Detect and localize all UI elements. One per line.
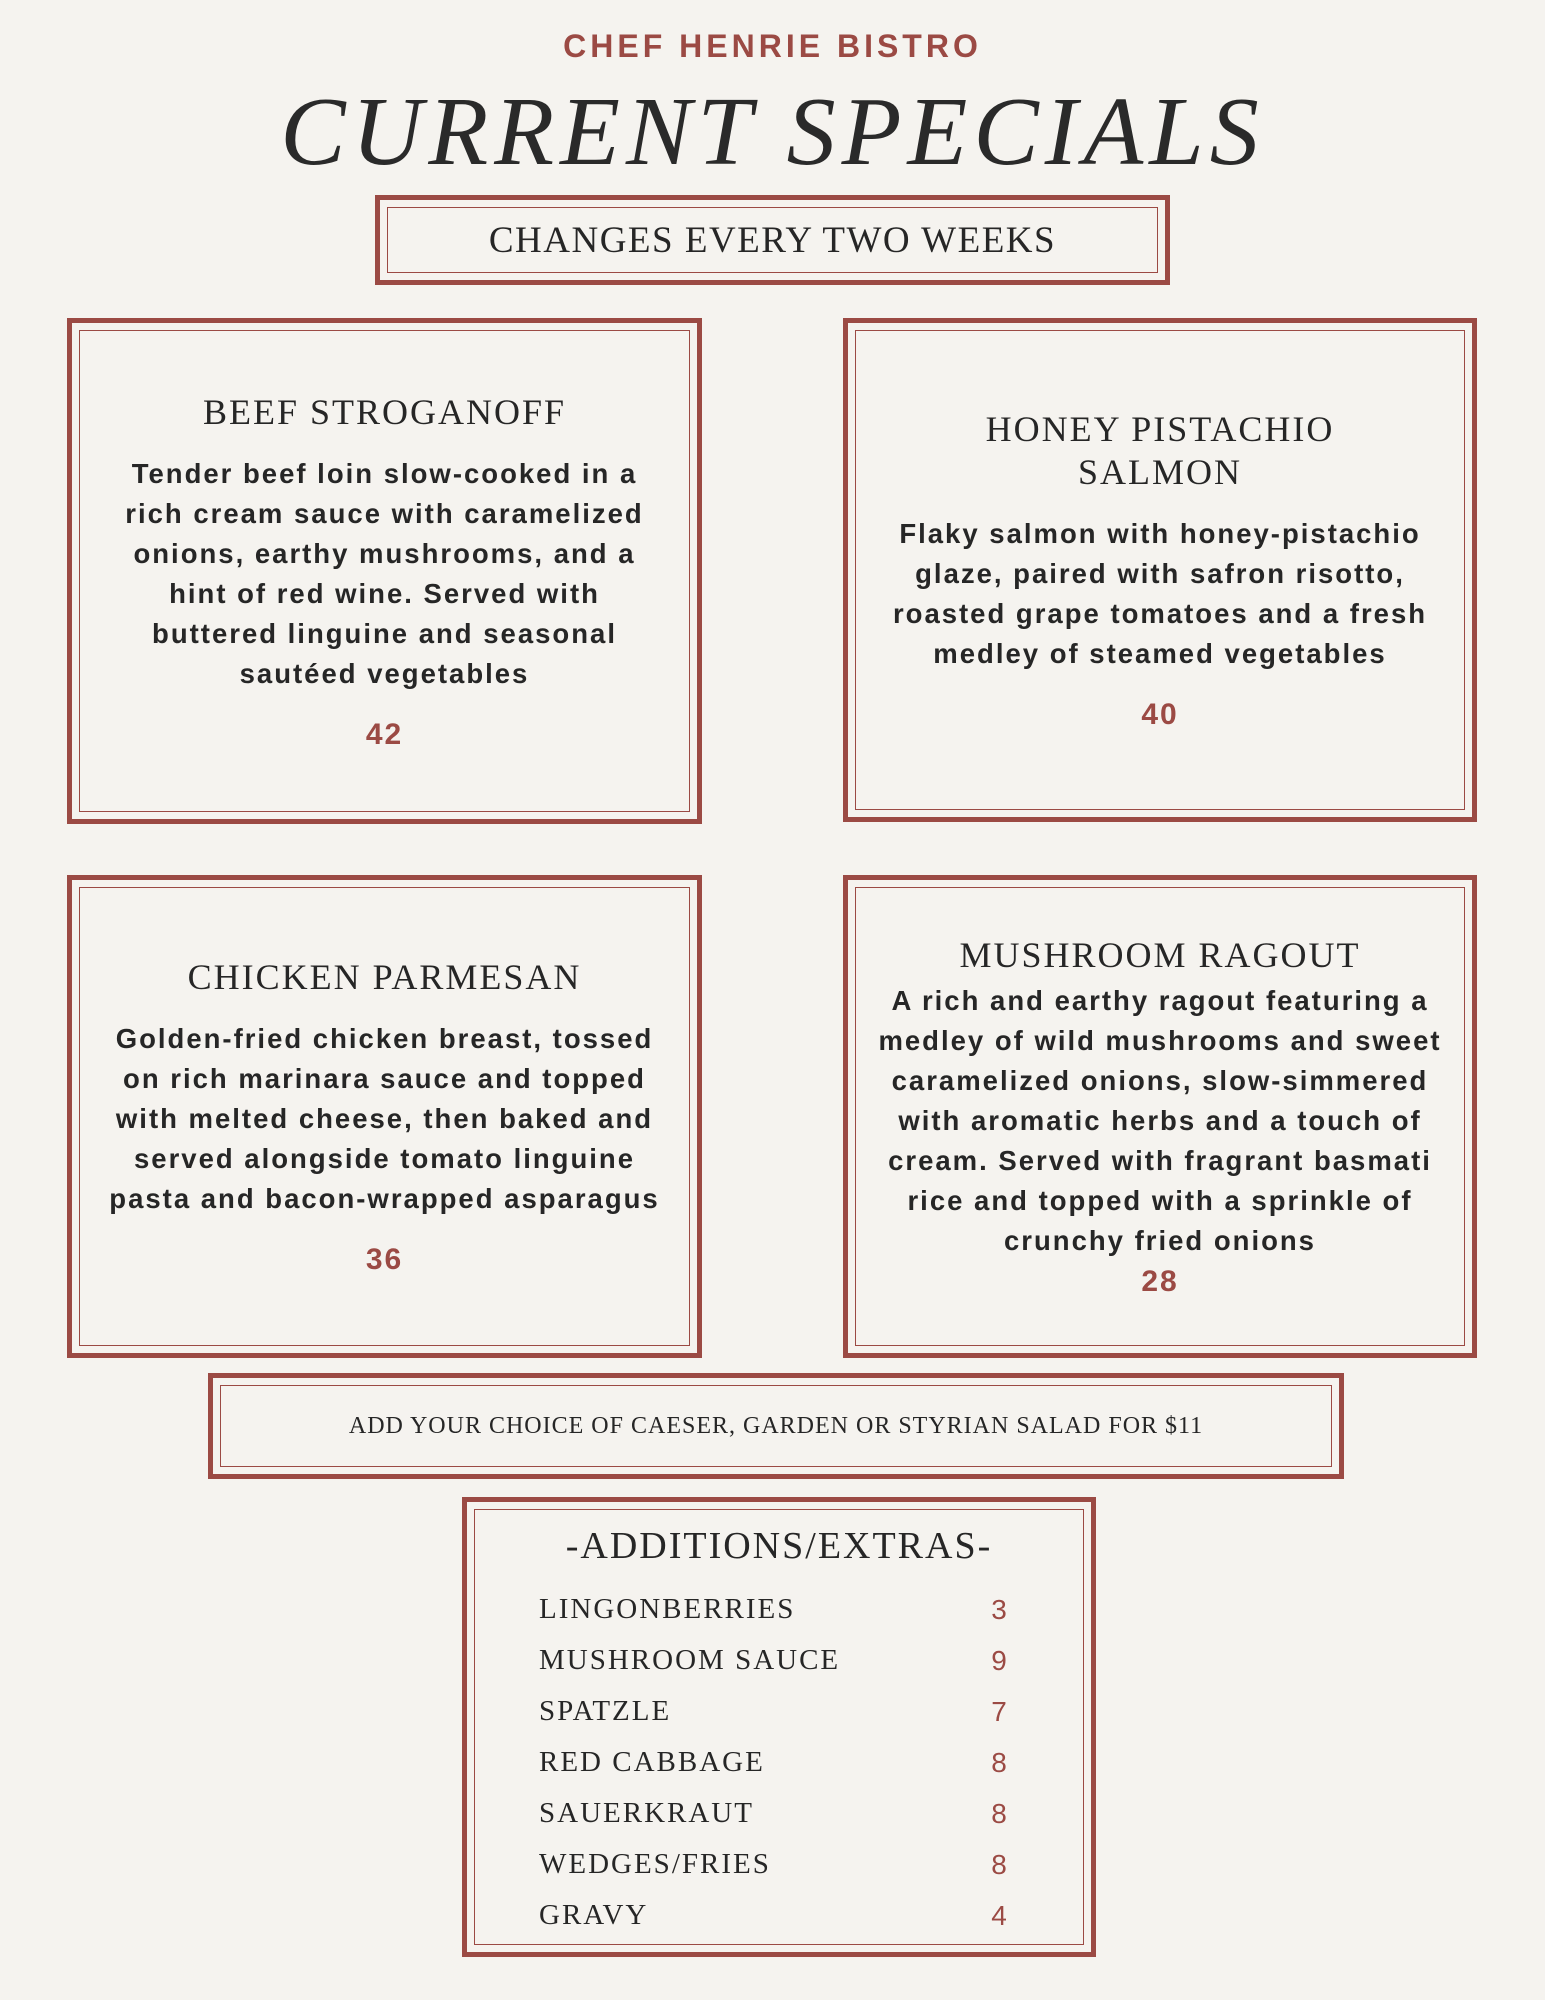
dish-price: 28	[1141, 1265, 1179, 1298]
extras-item-price: 3	[991, 1593, 1007, 1625]
special-card-chicken-parmesan	[67, 875, 702, 1358]
dish-description: Flaky salmon with honey-pistachio glaze, paired with safron risotto, roasted grape tomatoes and a fresh medley of steamed vegetables	[892, 518, 1428, 669]
salad-addon-banner	[208, 1373, 1344, 1479]
extras-item-name: GRAVY	[539, 1899, 649, 1931]
special-card-mushroom-ragout	[843, 875, 1477, 1358]
dish-price: 36	[365, 1243, 404, 1276]
restaurant-name: CHEF HENRIE BISTRO	[563, 28, 982, 64]
extras-item	[539, 1737, 1019, 1788]
extras-item-name: MUSHROOM SAUCE	[539, 1644, 841, 1676]
extras-item-price: 7	[991, 1695, 1007, 1727]
extras-item-name: SPATZLE	[539, 1695, 672, 1727]
special-card-beef-stroganoff	[67, 318, 702, 824]
dish-name: MUSHROOM RAGOUT	[959, 935, 1361, 975]
extras-title: -ADDITIONS/EXTRAS-	[565, 1525, 993, 1567]
extras-list	[539, 1584, 1019, 1941]
salad-addon-text: ADD YOUR CHOICE OF CAESER, GARDEN OR STYRIAN SALAD FOR $11	[348, 1412, 1204, 1439]
extras-item	[539, 1635, 1019, 1686]
extras-item-price: 9	[991, 1644, 1007, 1676]
extras-box	[462, 1497, 1096, 1957]
dish-description: Tender beef loin slow-cooked in a rich cream sauce with caramelized onions, earthy mushrooms, and a hint of red wine. Served with buttered linguine and seasonal sautéed vegetables	[125, 457, 644, 689]
extras-item-price: 4	[991, 1899, 1007, 1931]
dish-description: A rich and earthy ragout featuring a medley of wild mushrooms and sweet caramelized onions, slow-simmered with aromatic herbs and a touch of cream. Served with fragrant basmati rice and topped with a sprinkle of crunchy fried onions	[878, 985, 1442, 1256]
dish-price: 42	[365, 717, 404, 751]
schedule-banner	[375, 195, 1170, 285]
extras-item-price: 8	[991, 1797, 1007, 1829]
dish-name: CHICKEN PARMESAN	[187, 957, 582, 997]
dish-price: 40	[1141, 698, 1179, 731]
page-title: CURRENT SPECIALS	[280, 78, 1265, 186]
extras-item	[539, 1890, 1019, 1941]
extras-item-name: LINGONBERRIES	[539, 1593, 796, 1625]
special-card-honey-pistachio-salmon	[843, 318, 1477, 822]
dish-name: HONEY PISTACHIO SALMON	[985, 409, 1335, 492]
extras-item	[539, 1788, 1019, 1839]
dish-description: Golden-fried chicken breast, tossed on rich marinara sauce and topped with melted cheese, then baked and served alongside tomato linguine pasta and bacon-wrapped asparagus	[109, 1023, 660, 1214]
extras-item-price: 8	[991, 1746, 1007, 1778]
extras-item-name: WEDGES/FRIES	[539, 1848, 771, 1880]
extras-item	[539, 1839, 1019, 1890]
extras-item	[539, 1584, 1019, 1635]
extras-item	[539, 1686, 1019, 1737]
extras-item-name: RED CABBAGE	[539, 1746, 765, 1778]
extras-item-name: SAUERKRAUT	[539, 1797, 754, 1829]
schedule-banner-text: CHANGES EVERY TWO WEEKS	[488, 219, 1057, 261]
extras-item-price: 8	[991, 1848, 1007, 1880]
dish-name: BEEF STROGANOFF	[202, 391, 567, 432]
